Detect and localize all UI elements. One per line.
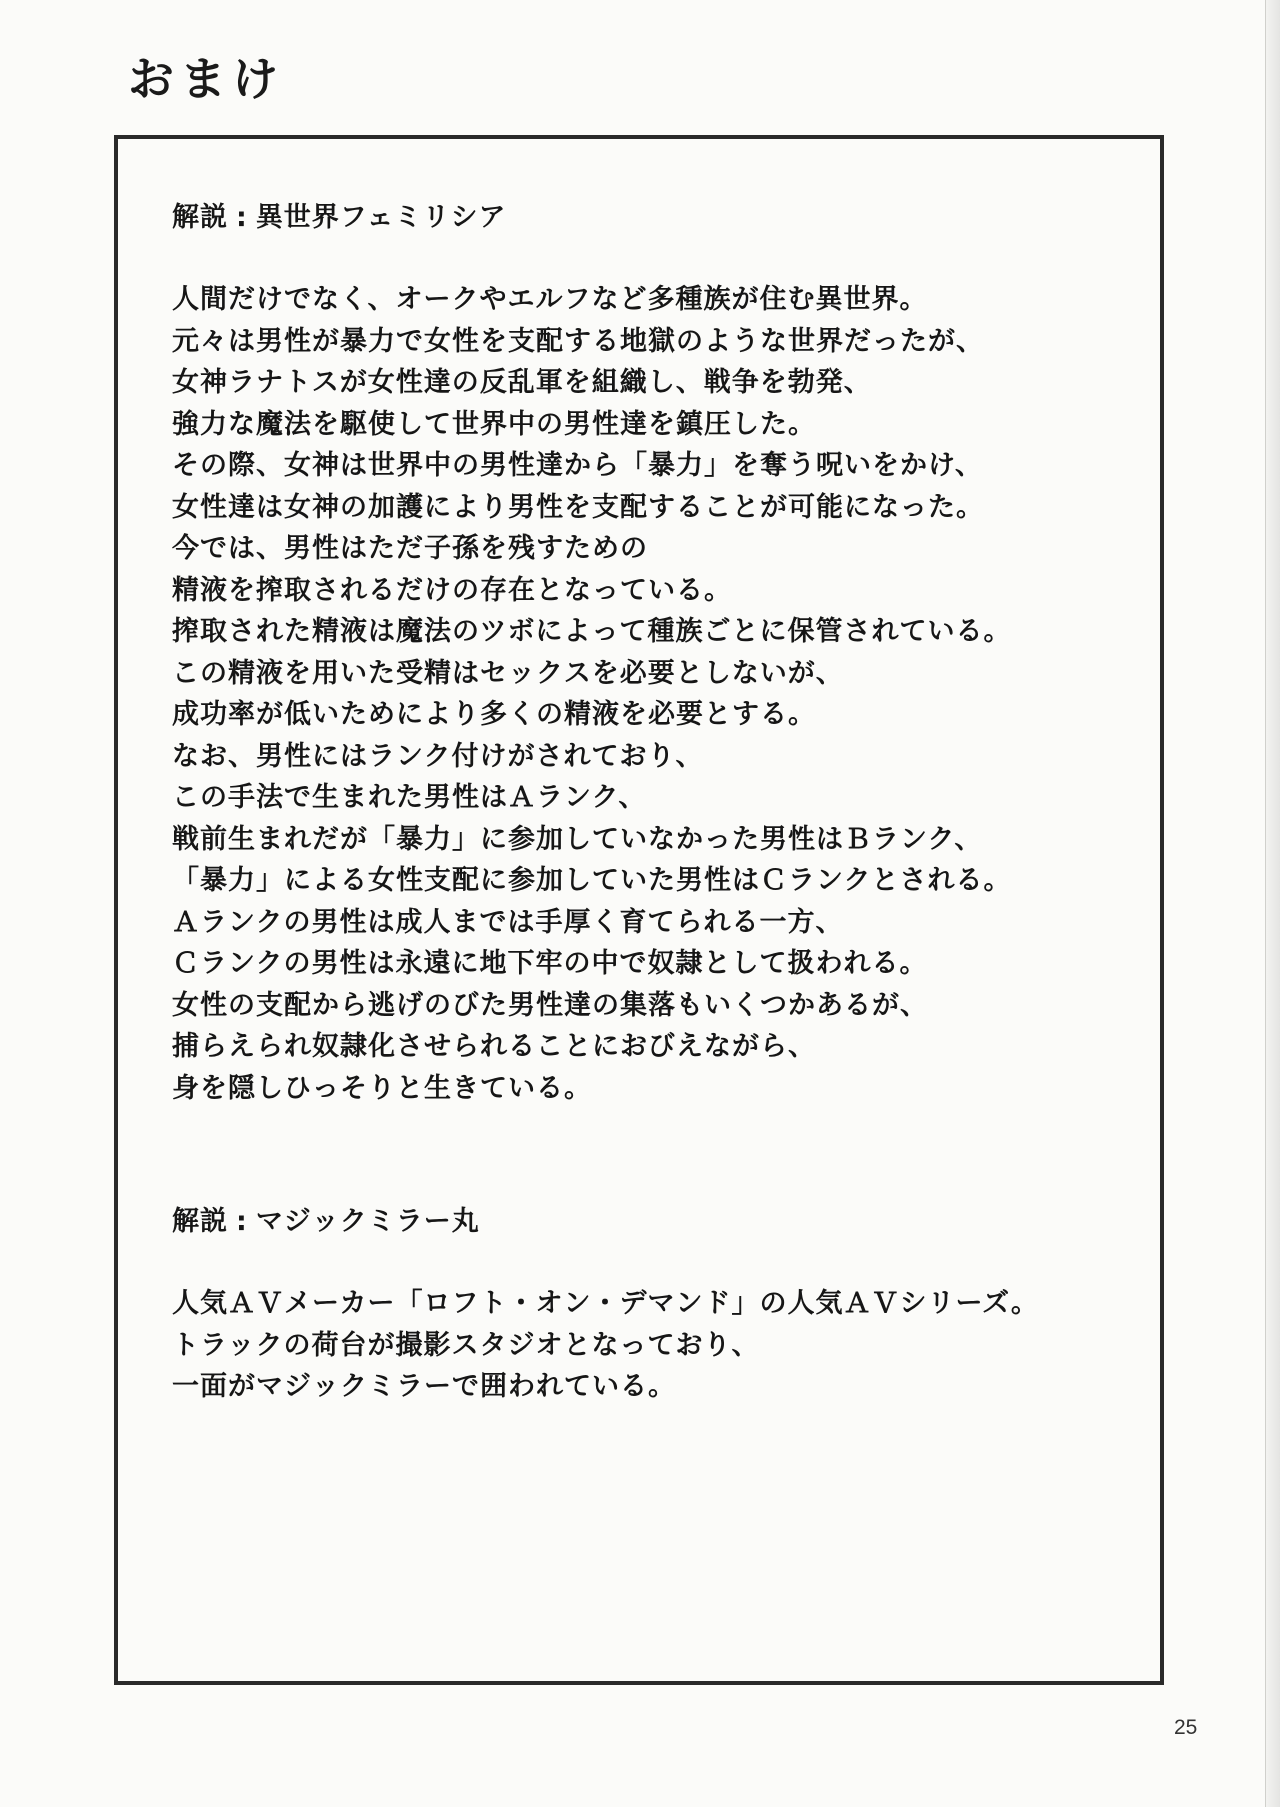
body-line: 精液を搾取されるだけの存在となっている。	[172, 574, 732, 606]
body-line: 女性の支配から逃げのびた男性達の集落もいくつかあるが、	[172, 989, 928, 1021]
body-line: 戦前生まれだが「暴力」に参加していなかった男性はＢランク、	[172, 823, 983, 855]
heading-colon: :	[236, 202, 248, 233]
section-isekai-femirisia	[172, 187, 1130, 1109]
body-line: 強力な魔法を駆使して世界中の男性達を鎮圧した。	[172, 408, 816, 440]
page-number: 25	[1174, 1716, 1198, 1739]
body-line: トラックの荷台が撮影スタジオとなっており、	[172, 1329, 760, 1361]
content-body	[172, 187, 1130, 1408]
heading-label: 解説	[172, 202, 228, 233]
body-line: 捕らえられ奴隷化させられることにおびえながら、	[172, 1031, 816, 1062]
body-line: 搾取された精液は魔法のツボによって種族ごとに保管されている。	[172, 616, 1012, 647]
heading-label: 解説	[172, 1206, 228, 1237]
body-line: この手法で生まれた男性はＡランク、	[172, 782, 647, 813]
body-line: 女神ラナトスが女性達の反乱軍を組織し、戦争を勃発、	[172, 367, 872, 398]
heading-subject: 異世界フェミリシア	[255, 202, 507, 233]
section-body	[172, 279, 1130, 1109]
body-line: Ａランクの男性は成人までは手厚く育てられる一方、	[172, 906, 844, 938]
section-body	[172, 1283, 1130, 1408]
content-frame	[114, 135, 1164, 1685]
body-line: この精液を用いた受精はセックスを必要としないが、	[172, 657, 844, 689]
page-title: おまけ	[128, 52, 284, 106]
body-line: その際、女神は世界中の男性達から「暴力」を奪う呪いをかけ、	[172, 450, 983, 481]
body-line: 女性達は女神の加護により男性を支配することが可能になった。	[172, 491, 984, 523]
section-magic-mirror	[172, 1191, 1130, 1408]
body-line: 成功率が低いためにより多くの精液を必要とする。	[172, 699, 816, 730]
body-line: 身を隠しひっそりと生きている。	[172, 1072, 592, 1104]
section-heading	[172, 187, 1130, 239]
body-line: 一面がマジックミラーで囲われている。	[172, 1371, 676, 1402]
body-line: 「暴力」による女性支配に参加していた男性はＣランクとされる。	[172, 865, 1012, 896]
heading-colon: :	[236, 1206, 248, 1237]
page-edge	[1265, 0, 1280, 1807]
body-line: 人間だけでなく、オークやエルフなど多種族が住む異世界。	[172, 284, 928, 315]
body-line: 今では、男性はただ子孫を残すための	[172, 533, 648, 564]
body-line: 元々は男性が暴力で女性を支配する地獄のような世界だったが、	[172, 325, 984, 357]
body-line: なお、男性にはランク付けがされており、	[172, 740, 704, 772]
body-line: Ｃランクの男性は永遠に地下牢の中で奴隷として扱われる。	[172, 948, 928, 979]
body-line: 人気ＡＶメーカー「ロフト・オン・デマンド」の人気ＡＶシリーズ。	[172, 1288, 1039, 1319]
section-heading	[172, 1191, 1130, 1243]
heading-subject: マジックミラー丸	[255, 1206, 480, 1237]
